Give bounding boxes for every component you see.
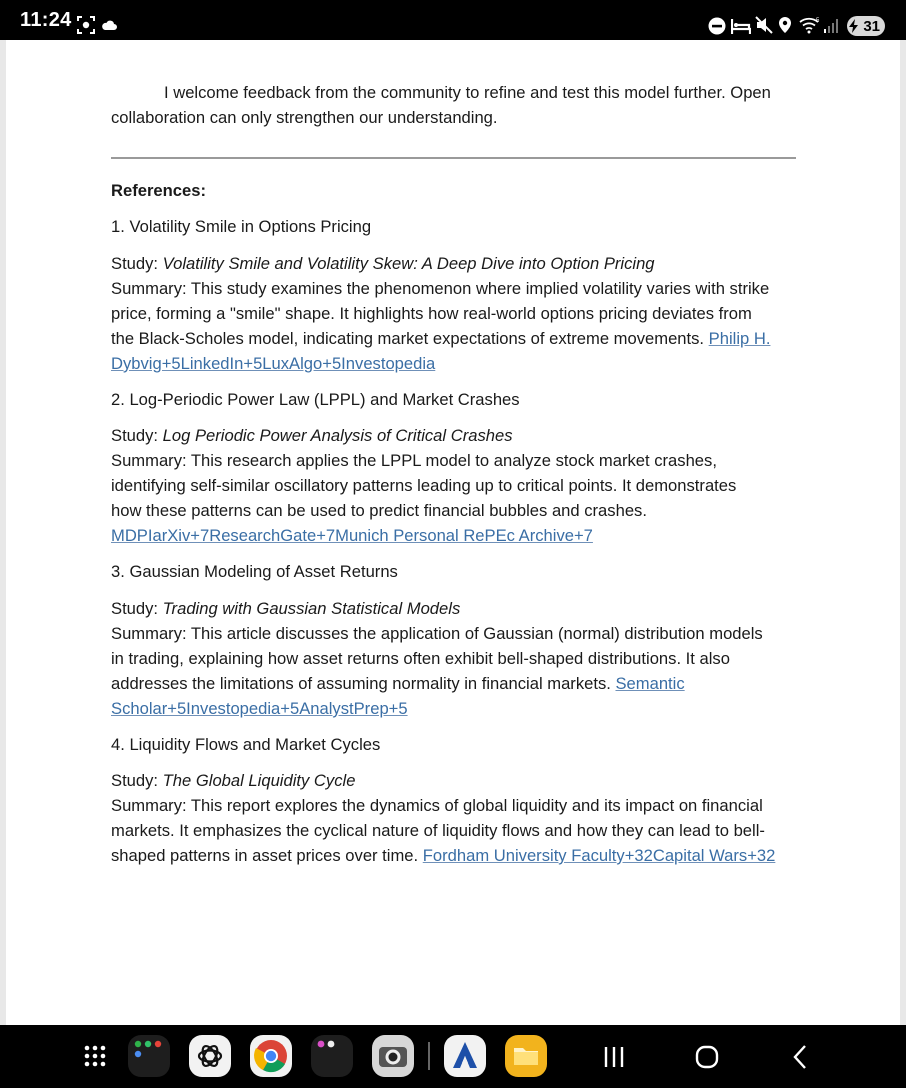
location-icon xyxy=(778,16,792,34)
do-not-disturb-icon xyxy=(708,17,726,35)
chrome-icon[interactable] xyxy=(250,1035,292,1077)
signal-icon xyxy=(823,16,841,34)
reference-title-4: 4. Liquidity Flows and Market Cycles xyxy=(111,735,381,754)
sleep-mode-icon xyxy=(731,17,751,35)
folder-icon[interactable] xyxy=(311,1035,353,1077)
svg-text:5: 5 xyxy=(816,18,820,24)
recents-icon[interactable] xyxy=(600,1043,628,1076)
references-heading: References: xyxy=(111,181,207,200)
chatgpt-icon[interactable] xyxy=(189,1035,231,1077)
files-icon[interactable] xyxy=(505,1035,547,1077)
reference-body-4: Study: The Global Liquidity Cycle Summary: This report explores the dynamics of global liquidity and its impact on financial markets. It emphasizes the cyclical nature of liquidity flows and how they can lead to bell- shaped patterns in asset prices over time. Fordham University Faculty+32Capital Wars+32 xyxy=(111,771,776,865)
reference-body-3: Study: Trading with Gaussian Statistical Models Summary: This article discusses the application of Gaussian (normal) distribution models in trading, explaining how asset returns often exhibit bell-shaped distributions. It also addresses the limitations of assuming normality in financial markets. Semantic Scholar+5Investopedia+5AnalystPrep+5 xyxy=(111,599,763,718)
intro-paragraph: I welcome feedback from the community to refine and test this model further. Open collaboration can only strengthen our understanding. xyxy=(111,83,771,127)
clock: 11:24 xyxy=(20,9,72,31)
reference-title-1: 1. Volatility Smile in Options Pricing xyxy=(111,217,372,236)
apps-folder-icon[interactable] xyxy=(128,1035,170,1077)
study-title: Trading with Gaussian Statistical Models xyxy=(162,599,461,618)
reference-link-4[interactable]: Fordham University Faculty+32Capital Wars+32 xyxy=(422,846,776,865)
navigation-bar xyxy=(0,1025,906,1088)
reference-title-2: 2. Log-Periodic Power Law (LPPL) and Market Crashes xyxy=(111,390,520,409)
back-icon[interactable] xyxy=(786,1043,814,1076)
dock-divider xyxy=(428,1042,430,1070)
screenshot-icon xyxy=(77,16,95,34)
study-title: Log Periodic Power Analysis of Critical Crashes xyxy=(162,426,513,445)
reference-link-1-cont[interactable]: Dybvig+5LinkedIn+5LuxAlgo+5Investopedia xyxy=(111,354,436,373)
reference-link-3-cont[interactable]: Scholar+5Investopedia+5AnalystPrep+5 xyxy=(111,699,408,718)
document-page[interactable] xyxy=(6,40,900,1025)
reference-body-1: Study: Volatility Smile and Volatility Skew: A Deep Dive into Option Pricing Summary: This study examines the phenomenon where implied volatility varies with strike price, forming a "smile" shape. It highlights how real-world options pricing deviates from the Black-Scholes model, indicating market expectations of extreme movements. Philip H. Dybvig+5LinkedIn+5LuxAlgo+5Investopedia xyxy=(111,254,771,373)
app-drawer-icon[interactable] xyxy=(74,1035,116,1077)
camera-icon[interactable] xyxy=(372,1035,414,1077)
reference-link-3[interactable]: Semantic xyxy=(615,674,685,693)
reference-link-2[interactable]: MDPIarXiv+7ResearchGate+7Munich Personal RePEc Archive+7 xyxy=(111,526,593,545)
battery-level: 31 xyxy=(863,17,880,35)
mute-icon xyxy=(755,16,773,34)
reference-link-1[interactable]: Philip H. xyxy=(708,329,771,348)
cloud-icon xyxy=(101,19,117,31)
reference-title-3: 3. Gaussian Modeling of Asset Returns xyxy=(111,562,398,581)
document-viewer[interactable] xyxy=(0,40,906,1025)
charging-icon xyxy=(848,19,860,33)
reference-body-2: Study: Log Periodic Power Analysis of Critical Crashes Summary: This research applies the LPPL model to analyze stock market crashes, identifying self-similar oscillatory patterns leading up to critical points. It demonstrates how these patterns can be used to predict financial bubbles and crashes. MDPIarXiv+7ResearchGate+7Munich Personal RePEc Archive+7 xyxy=(111,426,737,545)
app-icon[interactable] xyxy=(444,1035,486,1077)
horizontal-divider xyxy=(111,157,796,159)
wifi-icon xyxy=(799,16,821,34)
status-bar xyxy=(0,0,906,40)
study-title: The Global Liquidity Cycle xyxy=(162,771,356,790)
study-title: Volatility Smile and Volatility Skew: A Deep Dive into Option Pricing xyxy=(162,254,655,273)
home-icon[interactable] xyxy=(693,1043,721,1076)
